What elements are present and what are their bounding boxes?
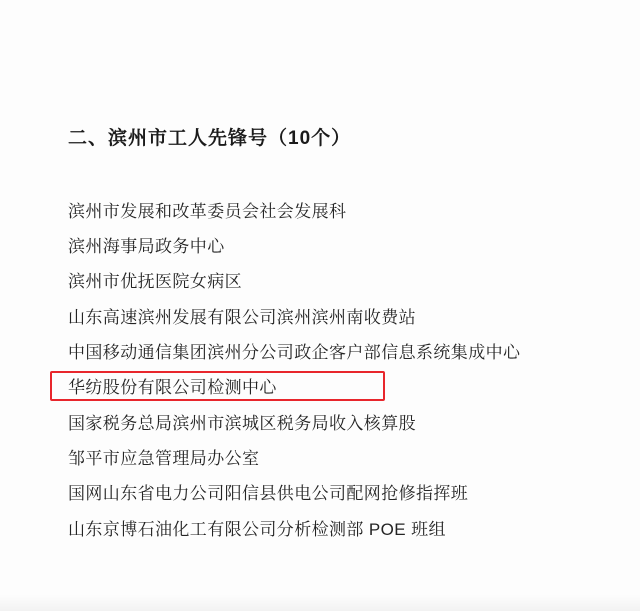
list-item-highlighted	[58, 371, 604, 406]
list-item	[68, 407, 604, 442]
entry-label: 滨州市发展和改革委员会社会发展科	[68, 201, 347, 221]
list-item	[68, 513, 604, 548]
entry-label: 山东京博石油化工有限公司分析检测部 POE 班组	[68, 519, 446, 539]
entry-label: 华纺股份有限公司检测中心	[68, 378, 277, 398]
entry-label: 滨州海事局政务中心	[68, 236, 225, 256]
entry-label: 国网山东省电力公司阳信县供电公司配网抢修指挥班	[68, 484, 469, 504]
document-body	[68, 126, 604, 548]
page-bottom-shadow	[0, 595, 640, 611]
entry-label: 山东高速滨州发展有限公司滨州滨州南收费站	[68, 307, 416, 327]
list-item	[68, 336, 604, 371]
list-item	[68, 265, 604, 300]
entry-label: 中国移动通信集团滨州分公司政企客户部信息系统集成中心	[68, 342, 521, 362]
list-item	[68, 442, 604, 477]
entry-list	[68, 195, 604, 548]
list-item	[68, 477, 604, 512]
list-item	[68, 195, 604, 230]
section-heading: 二、滨州市工人先锋号（10个）	[68, 128, 352, 149]
entry-label: 邹平市应急管理局办公室	[68, 449, 260, 468]
entry-label: 滨州市优抚医院女病区	[68, 272, 242, 292]
list-item	[68, 230, 604, 265]
entry-label: 国家税务总局滨州市滨城区税务局收入核算股	[68, 413, 416, 433]
list-item	[68, 301, 604, 336]
